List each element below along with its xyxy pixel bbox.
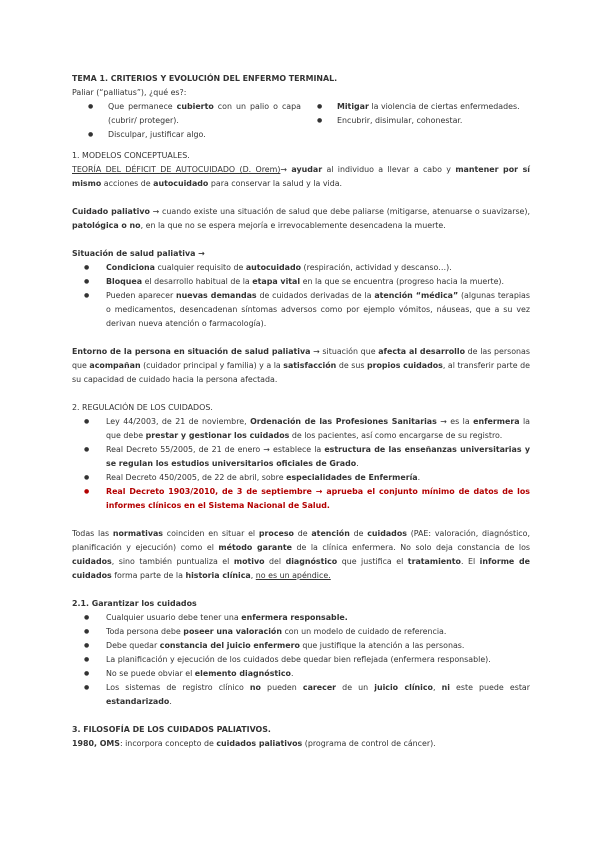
list-item: ● Encubrir, disimular, cohonestar. [301,114,530,128]
normativas-paragraph: Todas las normativas coinciden en situar el proceso de atención de cuidados (PAE: valoración, diagnóstico, planificación y ejecución) como el método garante de la clínica enfermera. No solo deja constancia de los cuidados, sino también puntualiza el motivo del diagnóstico que justifica el tratamiento. El informe de cuidados forma parte de la historia clínica, no es un apéndice. [72,529,531,580]
palliar-definitions [72,100,530,142]
list-item: ● Disculpar, justificar algo. [72,128,301,142]
section-2-1-heading: 2.1. Garantizar los cuidados [72,599,197,608]
list-item: ● Real Decreto 55/2005, de 21 de enero → establece la estructura de las enseñanzas universitarias y se regulan los estudios universitarios oficiales de Grado. [72,443,530,471]
document-page [72,72,530,751]
oms-paragraph: 1980, OMS: incorpora concepto de cuidados paliativos (programa de control de cáncer). [72,739,436,748]
list-item: ● La planificación y ejecución de los cuidados debe quedar bien reflejada (enfermera responsable). [72,653,530,667]
situacion-list [72,261,530,331]
garantizar-list [72,611,530,709]
list-item: ● Pueden aparecer nuevas demandas de cuidados derivadas de la atención “médica” (algunas terapias o medicamentos, desencadenan síntomas adversos como por ejemplo vómitos, náuseas, que a su vez derivan nueva atención o farmacología). [72,289,530,331]
palliar-list-left [72,100,301,142]
palliar-list-right [301,100,530,142]
entorno-paragraph: Entorno de la persona en situación de salud paliativa → situación que afecta al desarrollo de las personas que acompañan (cuidador principal y familia) y a la satisfacción de sus propios cuidados, al transferir parte de su capacidad de cuidado hacia la persona afectada. [72,347,530,384]
section-3-heading: 3. FILOSOFÍA DE LOS CUIDADOS PALIATIVOS. [72,725,271,734]
section-2-heading: 2. REGULACIÓN DE LOS CUIDADOS. [72,403,213,412]
situacion-heading: Situación de salud paliativa → [72,249,205,258]
list-item: ● Real Decreto 450/2005, de 22 de abril, sobre especialidades de Enfermería. [72,471,530,485]
list-item: ● Condiciona cualquier requisito de autocuidado (respiración, actividad y descanso…). [72,261,530,275]
list-item: ● Que permanece cubierto con un palio o capa (cubrir/ proteger). [72,100,301,128]
regulacion-list [72,415,530,513]
list-item: ● Debe quedar constancia del juicio enfermero que justifique la atención a las personas. [72,639,530,653]
cuidado-paliativo-paragraph: Cuidado paliativo → cuando existe una situación de salud que debe paliarse (mitigarse, atenuarse o suavizarse), patológica o no, en la que no se espera mejoría e irrevocablemente desencadena la muerte. [72,207,531,230]
page-title: TEMA 1. CRITERIOS Y EVOLUCIÓN DEL ENFERMO TERMINAL. [72,74,338,83]
list-item: ● Bloquea el desarrollo habitual de la etapa vital en la que se encuentra (progreso hacia la muerte). [72,275,530,289]
palliar-question: Paliar (“palliatus”), ¿qué es?: [72,88,187,97]
list-item: ● Mitigar la violencia de ciertas enfermedades. [301,100,530,114]
section-1-heading: 1. MODELOS CONCEPTUALES. [72,151,190,160]
teoria-paragraph: TEORÍA DEL DÉFICIT DE AUTOCUIDADO (D. Orem)→ ayudar al individuo a llevar a cabo y mantener por sí mismo acciones de autocuidado para conservar la salud y la vida. [72,165,530,188]
list-item: ● Ley 44/2003, de 21 de noviembre, Ordenación de las Profesiones Sanitarias → es la enfermera la que debe prestar y gestionar los cuidados de los pacientes, así como encargarse de su registro. [72,415,530,443]
list-item-highlighted: ● Real Decreto 1903/2010, de 3 de septiembre → aprueba el conjunto mínimo de datos de los informes clínicos en el Sistema Nacional de Salud. [72,485,530,513]
list-item: ● No se puede obviar el elemento diagnóstico. [72,667,530,681]
list-item: ● Los sistemas de registro clínico no pueden carecer de un juicio clínico, ni este puede estar estandarizado. [72,681,530,709]
list-item: ● Cualquier usuario debe tener una enfermera responsable. [72,611,530,625]
list-item: ● Toda persona debe poseer una valoración con un modelo de cuidado de referencia. [72,625,530,639]
